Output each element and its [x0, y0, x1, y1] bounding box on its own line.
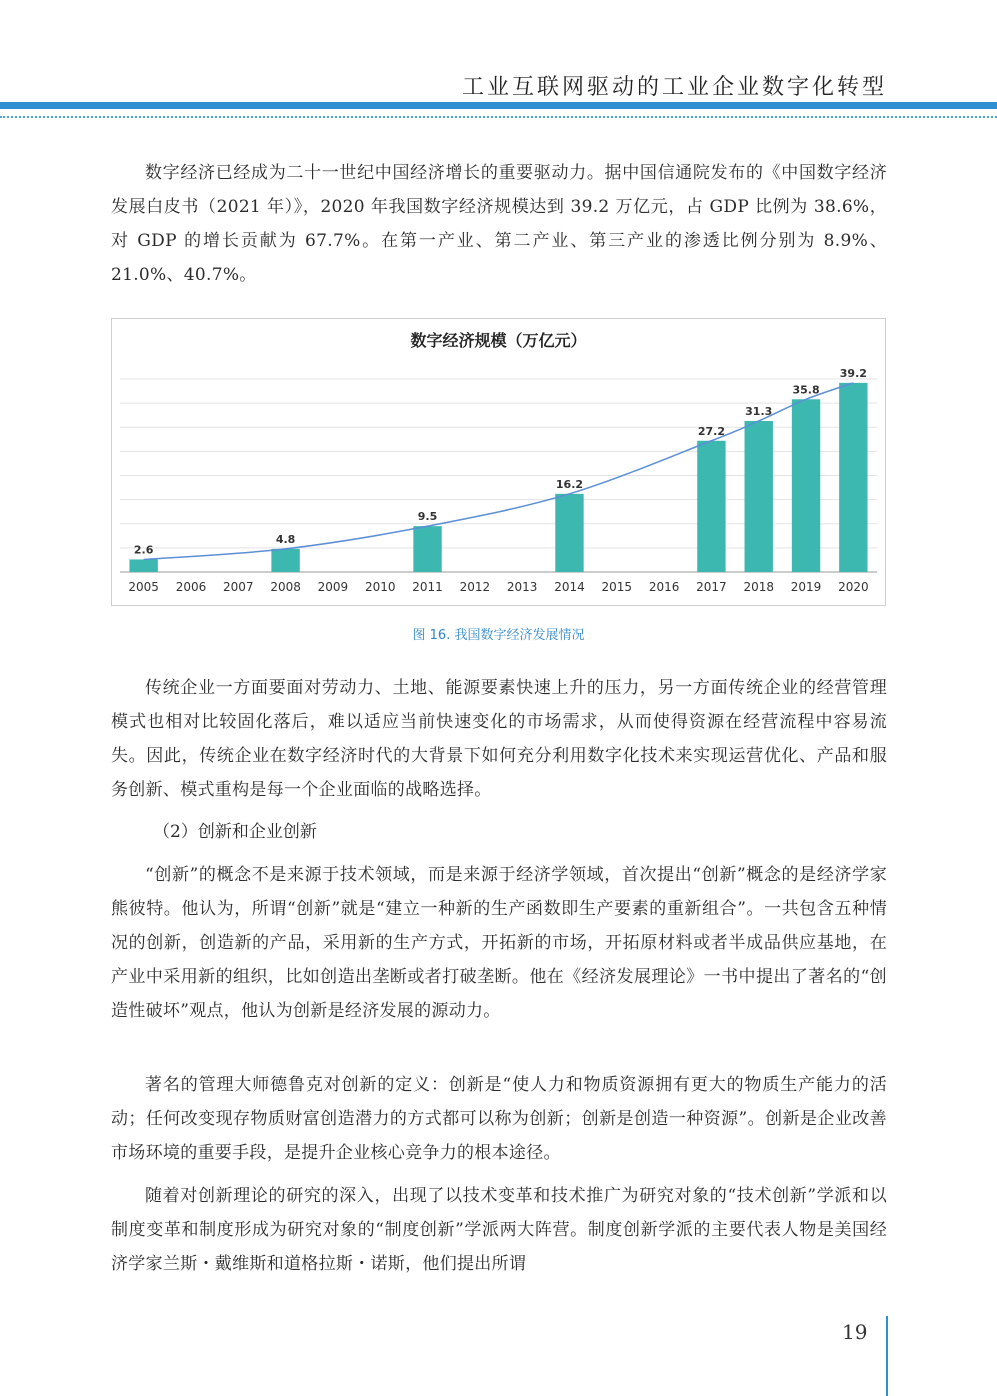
- bar-2017: [697, 441, 725, 572]
- x-tick-label-2017: 2017: [696, 580, 727, 594]
- paragraph-traditional-enterprises: 传统企业一方面要面对劳动力、土地、能源要素快速上升的压力，另一方面传统企业的经营管理模式也相对比较固化落后，难以适应当前快速变化的市场需求，从而使得资源在经营流程中容易流失。因此，传统企业在数字经济时代的大背景下如何充分利用数字化技术来实现运营优化、产品和服务创新、模式重构是每一个企业面临的战略选择。: [111, 678, 887, 800]
- bar-2008: [271, 549, 299, 572]
- data-label-2018: 31.3: [745, 404, 773, 418]
- header-rule: [0, 102, 997, 109]
- running-header-title: 工业互联网驱动的工业企业数字化转型: [461, 75, 887, 100]
- chart-digital-economy-scale: [111, 318, 886, 606]
- x-tick-label-2008: 2008: [270, 580, 301, 594]
- x-tick-label-2019: 2019: [790, 580, 822, 594]
- x-tick-label-2010: 2010: [364, 580, 396, 594]
- x-tick-label-2013: 2013: [506, 580, 538, 594]
- section-subheading: （2）创新和企业创新: [153, 822, 317, 842]
- paragraph-innovation-concept: “创新”的概念不是来源于技术领域，而是来源于经济学领域，首次提出“创新”概念的是经济学家熊彼特。他认为，所谓“创新”就是“建立一种新的生产函数即生产要素的重新组合”。一共包含五种情况的创新，创造新的产品，采用新的生产方式，开拓新的市场，开拓原材料或者半成品供应基地，在产业中采用新的组织，比如创造出垄断或者打破垄断。他在《经济发展理论》一书中提出了著名的“创造性破坏”观点，他认为创新是经济发展的源动力。: [111, 865, 887, 1021]
- x-tick-label-2015: 2015: [601, 580, 633, 594]
- x-tick-label-2009: 2009: [317, 580, 349, 594]
- data-label-2017: 27.2: [697, 424, 725, 438]
- bar-chart-svg: [112, 319, 885, 605]
- x-tick-label-2011: 2011: [412, 580, 443, 594]
- page-number: 19: [842, 1320, 868, 1344]
- page-number-rule: [886, 1316, 888, 1396]
- bar-2011: [413, 526, 441, 572]
- data-label-2014: 16.2: [555, 477, 584, 491]
- bar-2019: [792, 399, 820, 572]
- bar-2018: [745, 421, 773, 572]
- paragraph-drucker-definition: 著名的管理大师德鲁克对创新的定义：创新是“使人力和物质资源拥有更大的物质生产能力的活动；任何改变现存物质财富创造潜力的方式都可以称为创新；创新是创造一种资源”。创新是企业改善市场环境的重要手段，是提升企业核心竞争力的根本途径。: [111, 1075, 887, 1163]
- figure-caption: 图 16. 我国数字经济发展情况: [412, 628, 585, 643]
- header-dotted-rule: [0, 116, 997, 118]
- paragraph-digital-economy: 数字经济已经成为二十一世纪中国经济增长的重要驱动力。据中国信通院发布的《中国数字经济发展白皮书（2021 年）》，2020 年我国数字经济规模达到 39.2 万亿元，占 GDP 比例为 38.6%，对 GDP 的增长贡献为 67.7%。在第一产业、第二产业、第三产业的渗透比例分别为 8.9%、21.0%、40.7%。: [111, 163, 887, 285]
- x-tick-label-2016: 2016: [648, 580, 680, 594]
- data-label-2020: 39.2: [839, 366, 867, 380]
- x-tick-label-2018: 2018: [743, 580, 774, 594]
- bar-2005: [129, 559, 157, 572]
- bar-2014: [555, 494, 583, 572]
- data-label-2005: 2.6: [133, 543, 154, 557]
- data-label-2019: 35.8: [792, 383, 820, 397]
- x-tick-label-2012: 2012: [459, 580, 491, 594]
- x-tick-label-2020: 2020: [838, 580, 869, 594]
- bar-2020: [839, 383, 867, 572]
- chart-title: 数字经济规模（万亿元）: [410, 331, 587, 350]
- x-tick-label-2007: 2007: [223, 580, 254, 594]
- data-label-2008: 4.8: [275, 532, 296, 546]
- x-tick-label-2005: 2005: [128, 580, 159, 594]
- paragraph-innovation-schools: 随着对创新理论的研究的深入，出现了以技术变革和技术推广为研究对象的“技术创新”学派和以制度变革和制度形成为研究对象的“制度创新”学派两大阵营。制度创新学派的主要代表人物是美国经济学家兰斯・戴维斯和道格拉斯・诺斯，他们提出所谓: [111, 1186, 887, 1274]
- x-tick-label-2014: 2014: [554, 580, 585, 594]
- data-label-2011: 9.5: [417, 510, 438, 524]
- x-tick-label-2006: 2006: [175, 580, 207, 594]
